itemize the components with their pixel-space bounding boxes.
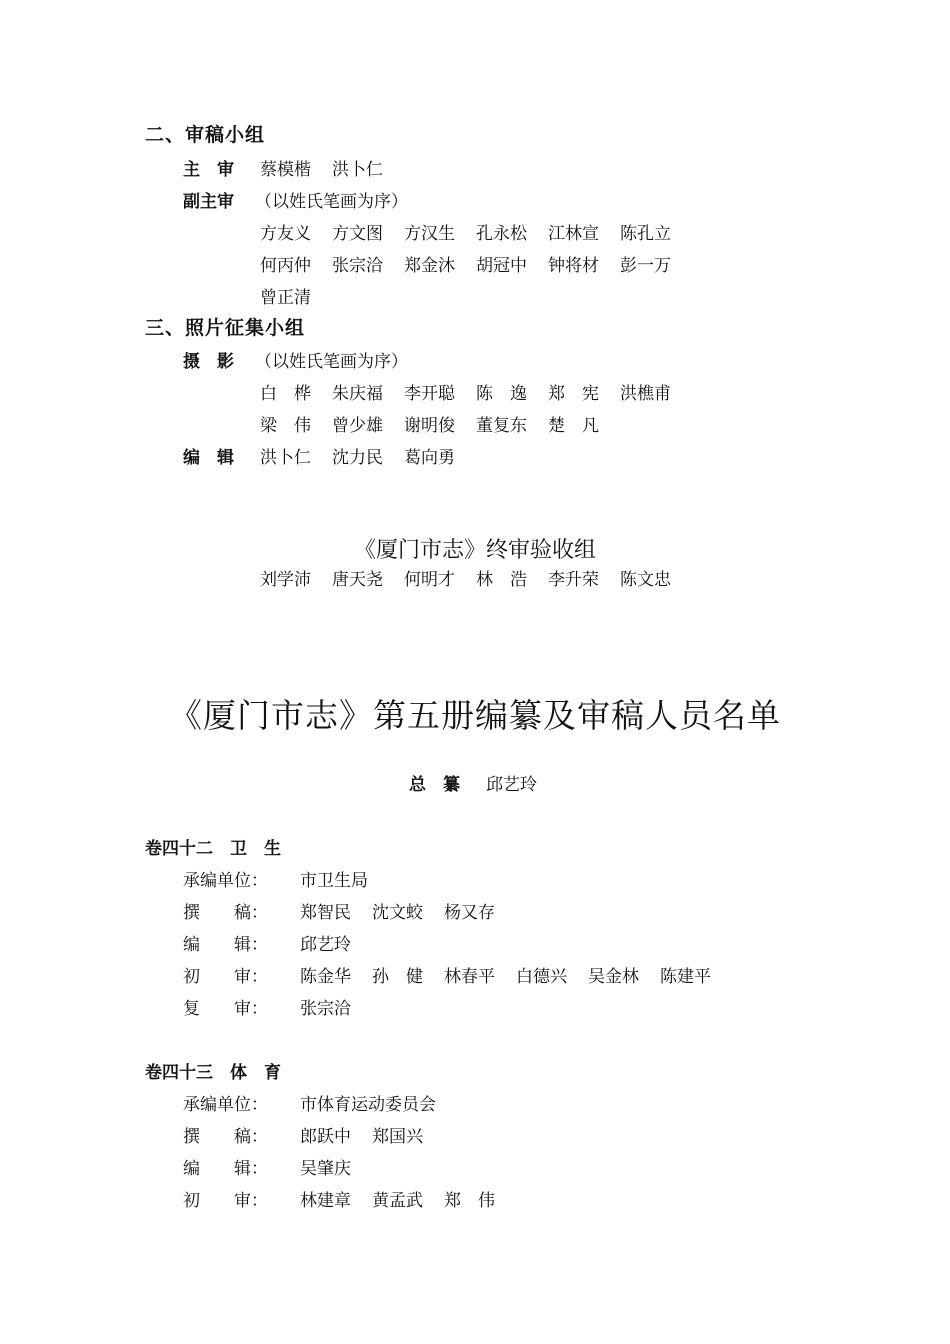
person-name: 曾正清: [260, 288, 311, 308]
photo-editor-label: 编 辑: [183, 448, 234, 468]
person-name: 郑国兴: [372, 1127, 423, 1147]
person-name: 李升荣: [548, 570, 599, 590]
person-name: 洪卜仁: [260, 448, 311, 468]
person-name: 市体育运动委员会: [300, 1095, 436, 1115]
person-name: 葛向勇: [404, 448, 455, 468]
person-name: 郑 伟: [444, 1191, 495, 1211]
section-heading-photo-group: 三、照片征集小组: [145, 317, 306, 339]
field-editor: [183, 930, 351, 955]
person-name: 钟将材: [548, 256, 599, 276]
person-name: 沈力民: [332, 448, 383, 468]
field-writers: [183, 898, 495, 923]
person-name: 谢明俊: [404, 416, 455, 436]
ordering-note: （以姓氏笔画为序）: [255, 192, 408, 212]
person-name: 方友义: [260, 224, 311, 244]
person-name: 彭一万: [620, 256, 671, 276]
field-second-review: [183, 994, 351, 1019]
person-name: 郑金沐: [404, 256, 455, 276]
field-key: 编 辑：: [183, 935, 268, 955]
person-name: 陈建平: [660, 967, 711, 987]
chief-editor-label: 总 纂: [409, 775, 460, 795]
person-name: 陈 逸: [476, 384, 527, 404]
person-name: 孙 健: [372, 967, 423, 987]
person-name: 黄孟武: [372, 1191, 423, 1211]
person-name: 董复东: [476, 416, 527, 436]
deputy-names-row-1: [260, 219, 671, 244]
person-name: 吴金林: [588, 967, 639, 987]
person-name: 洪樵甫: [620, 384, 671, 404]
person-name: 林 浩: [476, 570, 527, 590]
field-first-review: [183, 962, 711, 987]
person-name: 方文图: [332, 224, 383, 244]
person-name: 沈文蛟: [372, 903, 423, 923]
field-key: 初 审：: [183, 1191, 268, 1211]
person-name: 林建章: [300, 1191, 351, 1211]
field-key: 承编单位：: [183, 1095, 268, 1115]
ordering-note: （以姓氏笔画为序）: [255, 352, 408, 372]
field-first-review: [183, 1186, 495, 1211]
person-name: 白德兴: [516, 967, 567, 987]
person-name: 林春平: [444, 967, 495, 987]
person-name: 蔡模楷: [260, 160, 311, 180]
field-compiling-unit: [183, 1090, 436, 1115]
photography-label: 摄 影: [183, 352, 234, 372]
field-compiling-unit: [183, 866, 368, 891]
person-name: 陈金华: [300, 967, 351, 987]
final-review-names: [260, 565, 671, 590]
person-name: 唐天尧: [332, 570, 383, 590]
person-name: 方汉生: [404, 224, 455, 244]
person-name: 杨又存: [444, 903, 495, 923]
person-name: 市卫生局: [300, 871, 368, 891]
person-name: 李开聪: [404, 384, 455, 404]
person-name: 楚 凡: [548, 416, 599, 436]
person-name: 朱庆福: [332, 384, 383, 404]
person-name: 张宗洽: [332, 256, 383, 276]
person-name: 胡冠中: [476, 256, 527, 276]
photographer-names-row-2: [260, 411, 599, 436]
field-key: 编 辑：: [183, 1159, 268, 1179]
person-name: 郑 宪: [548, 384, 599, 404]
field-key: 复 审：: [183, 999, 268, 1019]
person-name: 邱艺玲: [300, 935, 351, 955]
section-heading-review-group: 二、审稿小组: [145, 124, 266, 146]
person-name: 何丙仲: [260, 256, 311, 276]
person-name: 郑智民: [300, 903, 351, 923]
person-name: 江林宣: [548, 224, 599, 244]
person-name: 何明才: [404, 570, 455, 590]
volume-heading: 卷四十三 体 育: [145, 1063, 281, 1083]
final-review-title: 《厦门市志》终审验收组: [353, 538, 596, 563]
field-writers: [183, 1122, 423, 1147]
photo-editor-names: [260, 443, 455, 468]
person-name: 洪卜仁: [332, 160, 383, 180]
person-name: 孔永松: [476, 224, 527, 244]
field-key: 承编单位：: [183, 871, 268, 891]
person-name: 陈文忠: [620, 570, 671, 590]
person-name: 梁 伟: [260, 416, 311, 436]
deputy-names-row-3: [260, 283, 311, 308]
field-key: 撰 稿：: [183, 903, 268, 923]
main-title: 《厦门市志》第五册编纂及审稿人员名单: [169, 696, 781, 735]
person-name: 张宗洽: [300, 999, 351, 1019]
person-name: 郎跃中: [300, 1127, 351, 1147]
photographer-names-row-1: [260, 379, 671, 404]
person-name: 吴肇庆: [300, 1159, 351, 1179]
chief-reviewer-label: 主 审: [183, 160, 234, 180]
person-name: 刘学沛: [260, 570, 311, 590]
person-name: 白 桦: [260, 384, 311, 404]
field-editor: [183, 1154, 351, 1179]
deputy-reviewer-label: 副主审: [183, 192, 234, 212]
chief-editor-name: 邱艺玲: [486, 775, 537, 795]
deputy-names-row-2: [260, 251, 671, 276]
person-name: 曾少雄: [332, 416, 383, 436]
field-key: 初 审：: [183, 967, 268, 987]
person-name: 陈孔立: [620, 224, 671, 244]
chief-reviewer-names: [260, 155, 383, 180]
volume-heading: 卷四十二 卫 生: [145, 839, 281, 859]
field-key: 撰 稿：: [183, 1127, 268, 1147]
